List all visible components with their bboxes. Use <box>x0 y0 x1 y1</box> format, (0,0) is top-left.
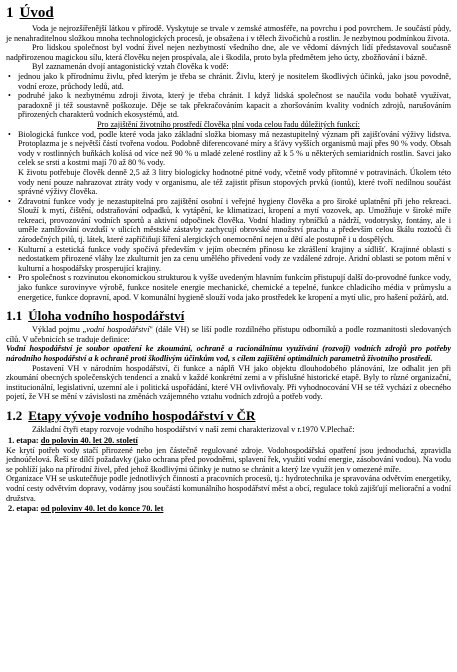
section-heading-1-1 <box>6 308 451 323</box>
section-heading-1 <box>6 5 451 22</box>
paragraph: Byl zaznamenán dvojí antagonistický vztah člověka k vodě: <box>32 62 229 72</box>
list-item-text: jednou jako k přírodnímu živlu, před kterým je třeba se chránit. Živlu, který je nositelem škodlivých účinků, jako jsou povodně, vodní eroze, průchody ledů, atd. <box>18 71 451 91</box>
paragraph: Základní čtyři etapy rozvoje vodního hospodářství v naší zemi charakterizoval v r.1970 V.Plechač: <box>32 424 355 434</box>
functions-list <box>6 130 451 303</box>
list-item <box>8 273 451 302</box>
list-item <box>8 91 451 120</box>
relation-list <box>6 72 451 120</box>
paragraph: Pro lidskou společnost byl vodní živel nejen nezbytností všedního dne, ale ve vědomí dávných lidí představoval současně nadpřirozenou magickou sílu, která člověku nejen prospívala, ale i škodila, proto byla předmětem jeho úcty, zbožňování i bázně. <box>6 43 451 62</box>
bullet-icon: • <box>8 196 11 206</box>
stage-number: 2. etapa: <box>8 504 39 514</box>
section-title: Úloha vodního hospodářství <box>28 308 185 324</box>
stage-heading <box>8 436 451 446</box>
section-title: Úvod <box>19 5 54 21</box>
stage-number: 1. etapa: <box>8 435 39 445</box>
list-item-text: K životu potřebuje člověk denně 2,5 až 3 litry biologicky hodnotné pitné vody, včetně vody přítomné v potravinách. Úkolem této vody není pouze nahrazovat ztráty vody v organismu, ale též zajistit přísun stopových prvků (iontů), které tvoří nedílnou součást správné výživy člověka. <box>18 167 451 197</box>
paragraph: Ke krytí potřeb vody stačí přirozené nebo jen částečně regulované zdroje. Vodohospodářská opatření jsou jednoduchá, zpravidla jednoúčelová. Řeší se dílčí požadavky (jako ochrana před povodněmi, splavení řek, využití vodní energie, zásobování vodou). Na vodu se pohlíží jako na přírodní živel, před jehož škodlivými účinky je nutno se chránit a který lze využít jen v omezené míře. <box>6 445 451 474</box>
bullet-icon: • <box>8 71 11 81</box>
section-heading-1-2 <box>6 408 451 423</box>
bullet-icon: • <box>8 273 11 283</box>
list-item-text: podruhé jako k nezbytnému zdroji života, který je třeba chránit. I když lidská společnost se naučila vodu bohatě využívat, paradoxně ji též soustavně poškozuje. Děje se tak překračováním kapacit a zhoršováním kvality vodních zdrojů, narušováním přirozených charakterů vodních ekosystémů, atd. <box>18 91 451 120</box>
section-number: 1 <box>6 5 14 21</box>
list-item <box>8 196 451 245</box>
definition-text: Vodní hospodářství je soubor opatření ke zkoumání, ochraně a racionálnímu využívání (rozvoji) vodních zdrojů pro potřeby národního hospodářství a k ochraně proti škodlivým účinkům vod, s cílem zajištění optimálních parametrů životního prostředí. <box>6 344 451 363</box>
list-item <box>8 129 451 197</box>
bullet-icon: • <box>8 244 11 254</box>
list-item-text: Kulturní a estetická funkce vody spočívá především v jejím obecném přínosu ke zkrášlení krajiny a sídlišť. Krajinné oblasti s nedostatkem přirozené vláhy lze zkulturnit jen za cenu umělého přivedení vody ze vzdálené zdroje. Aridní oblasti se potom mění v kulturní a hospodářsky prosperující krajiny. <box>18 244 451 273</box>
paragraph: Organizace VH se uskutečňuje podle jednotlivých činností a pracovních procesů, tj.: hydrotechnika je spravována odvětvím energetiky, vodní cesty odvětvím dopravy, vodárny jsou součástí komunálního hospodářství měst a obcí, regulace toků zajišťují meliorační a vodní družstva. <box>6 474 451 503</box>
paragraph: Voda je nejrozšířenější látkou v přírodě. Vyskytuje se trvale v zemské atmosféře, na povrchu i pod povrchem. Je součástí půdy, je nenahraditelnou složkou mnoha technologických procesů, je obsažena i v tělech živočichů a rostlin. Je nezbytnou podmínkou života. <box>6 24 451 43</box>
stage-period: do polovin 40. let 20. století <box>40 435 138 445</box>
list-item <box>8 244 451 274</box>
section-title: Etapy vývoje vodního hospodářství v ČR <box>28 407 256 423</box>
stage-heading <box>8 504 451 514</box>
paragraph <box>6 325 451 344</box>
bullet-icon: • <box>8 129 11 139</box>
paragraph: Postavení VH v národním hospodářství, či funkce a náplň VH jako objektu dlouhodobého plánování, lze odhalit jen při zkoumání obecných společenských tendencí a znaků v každé konkrétní zemi a v příslušné historické etapě. Byly to různé organizační, institucionální, legislativní, uzemní ale i politická uspořádání, které VH ovlivňovaly. Při vyhodnocování VH se též vychází z obecného pojetí, že VH se mění v závislosti na změnách vzájemného vztahu vodních zdrojů a potřeb vody. <box>6 363 451 402</box>
list-item-text: Biologická funkce vod, podle které voda jako základní složka biomasy má nezastupitelný význam při zajišťování výživy lidstva. Protoplazma je s největší částí tvořena vodou. Podobně diferencované míry a šťávy vyšších organismů mají přes 90 % vody. Obsah vody v rostlinných buňkách kolísá od více než 90 % u mladé zelené rostliny až k 5 % u některých semiaridních rostlin. Savci jako celek se srsti a kostmi mají 70 až 80 % vody. <box>18 129 451 168</box>
stage-period: od polovinv 40. let do konce 70. let <box>40 504 164 514</box>
list-item-text: Zdravotní funkce vody je nezastupitelná pro zajištění osobní i veřejné hygieny člověka a pro široké uplatnění při jeho rekreaci. Slouží k mytí, čištění, odstraňování odpadků, k vytápění, ke klimatizaci, kropení a mytí vozovek, ap. Umožňuje v široké míře rekreaci, provozování vodních sportů a aktivní odpočinek člověka. Vodní hladiny rybníčků a nádrží, vodotrysky, fontány, ale i uměle zamlžování ovzduší v ulicích městské zástavby zachycují obrovské množství prachu a především celou škálu roztočů či zárodečných pilů, tj. látek, které zapříčiňují šíření alergických onemocnění nejen u dětí ale postupně i u dospělých. <box>18 196 451 245</box>
text-run: Výklad pojmu „ <box>32 325 87 335</box>
section-number: 1.2 <box>6 407 23 423</box>
paragraph: Pro zajištění životního prostředí člověka plní voda celou řadu důležitých funkcí: <box>97 119 360 129</box>
section-number: 1.1 <box>6 308 23 324</box>
list-item-text: Pro společnost s rozvinutou ekonomickou strukturou k vyšše uvedeným hlavním funkcím přistupují další do-provodné funkce vody, jako funkce surovinyve výrobě, funkce nositele energie mechanické, chemické a tepelné, funkce chladicího média v průmyslu a energetice, funkce dopravní, apod. V komunální hygieně slouží voda jako prostředek ke kropení a mytí ulic, pro hašení požárů, atd. <box>18 273 451 302</box>
term-text: vodní hospodářství <box>86 325 150 335</box>
text-run: " (dále VH) se liší podle rozdílného přístupu odborníků a podle rozmanitosti sledovaných cílů. V učebnicích se traduje definice: <box>6 325 451 344</box>
list-item <box>8 71 451 91</box>
bullet-icon: • <box>8 91 11 101</box>
